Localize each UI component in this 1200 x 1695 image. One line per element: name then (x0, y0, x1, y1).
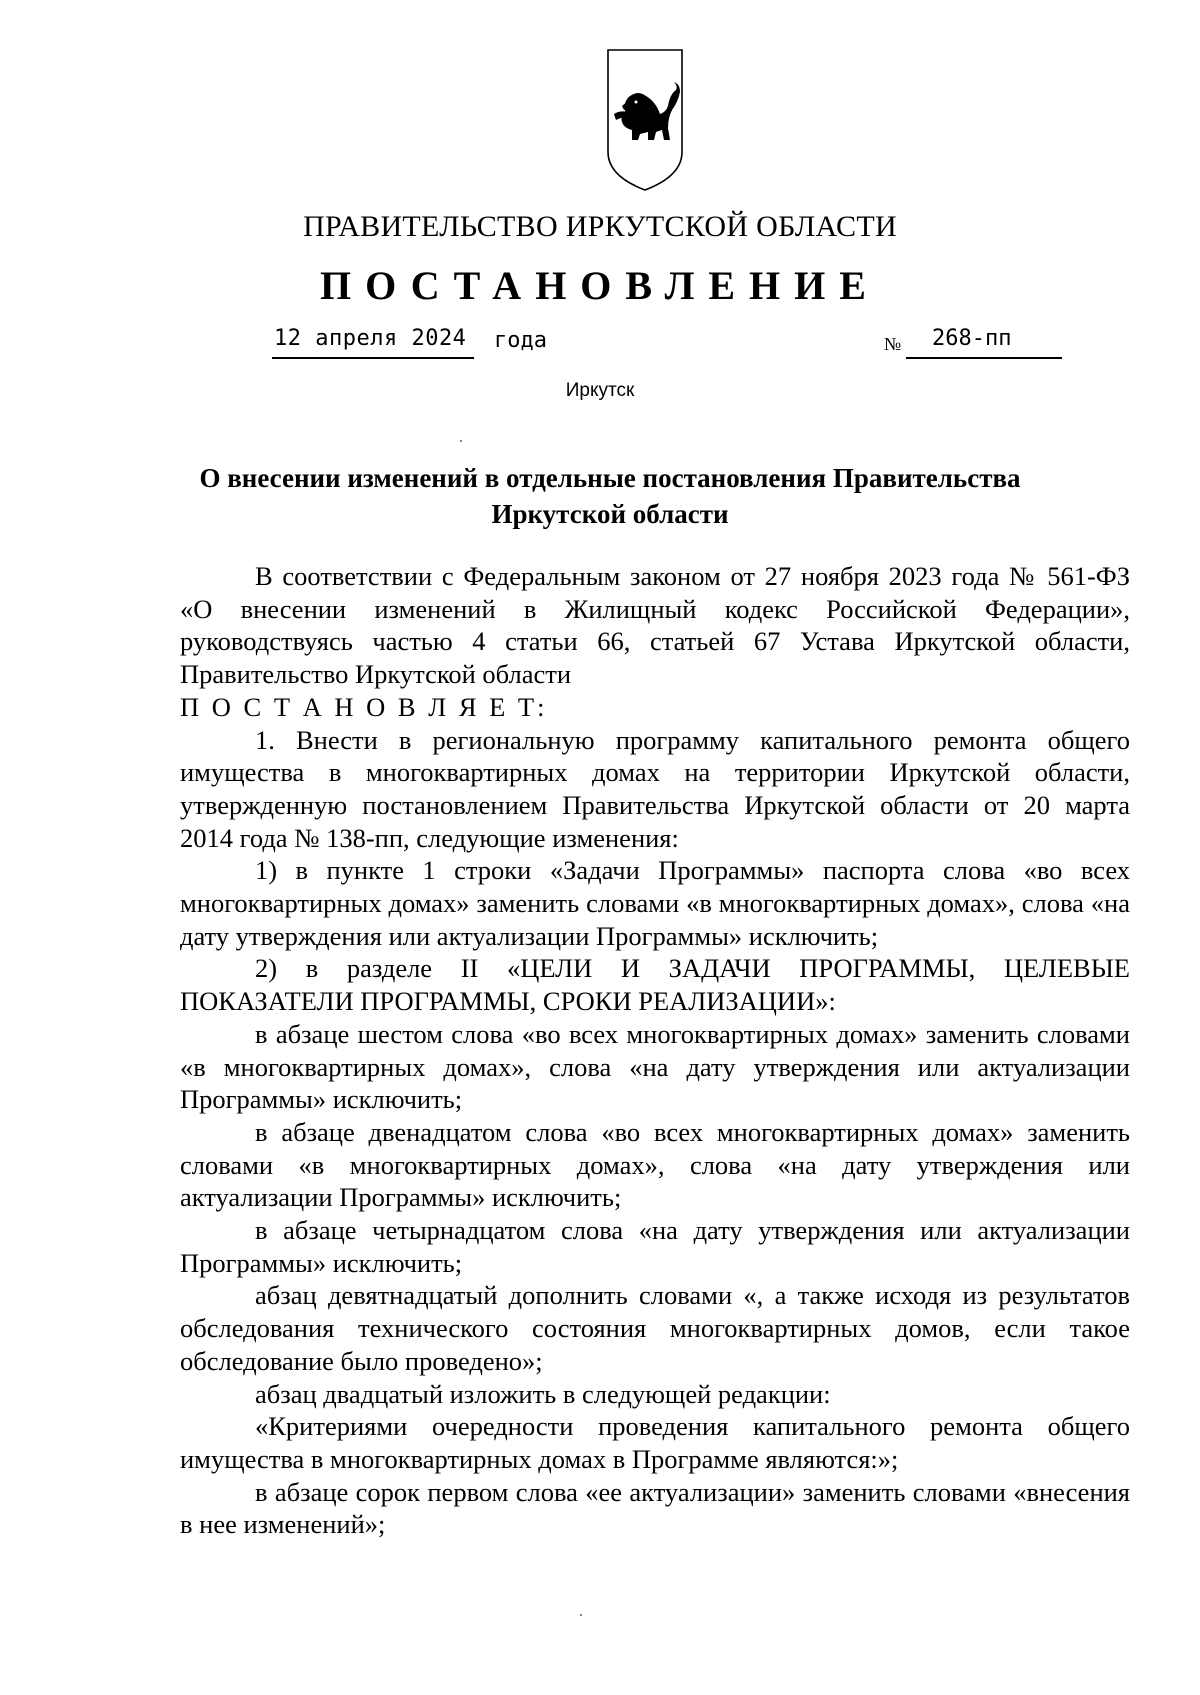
document-number: 268-пп (932, 326, 1012, 351)
item-paragraph: в абзаце сорок первом слова «ее актуализации» заменить словами «внесения в нее изменений»; (180, 1476, 1130, 1540)
item-paragraph: 1) в пункте 1 строки «Задачи Программы» паспорта слова «во всех многоквартирных домах» заменить словами «в многоквартирных домах», слова «на дату утверждения или актуализации Программы» исключить; (180, 855, 1130, 951)
coat-of-arms-emblem (606, 44, 684, 194)
preamble-paragraph: В соответствии с Федеральным законом от 27 ноября 2023 года № 561-ФЗ «О внесении изменений в Жилищный кодекс Российской Федерации», руководствуясь частью 4 статьи 66, статьей 67 Устава Иркутской области, Правительство Иркутской области (180, 561, 1130, 690)
item-paragraph: в абзаце четырнадцатом слова «на дату утверждения или актуализации Программы» исключить; (180, 1215, 1130, 1278)
scan-speck (460, 440, 462, 442)
date-underline (272, 357, 474, 359)
document-body (180, 560, 1130, 1541)
date-number-row (0, 322, 1200, 362)
government-name: ПРАВИТЕЛЬСТВО ИРКУТСКОЙ ОБЛАСТИ (303, 210, 897, 243)
document-type: ПОСТАНОВЛЕНИЕ (320, 263, 880, 308)
item-paragraph: в абзаце двенадцатом слова «во всех многоквартирных домах» заменить словами «в многоквартирных домах», слова «на дату утверждения или актуализации Программы» исключить; (180, 1116, 1130, 1213)
item-paragraph: в абзаце шестом слова «во всех многоквартирных домах» заменить словами «в многоквартирных домах», слова «на дату утверждения или актуализации Программы» исключить; (180, 1018, 1130, 1115)
item-paragraph: абзац двадцатый изложить в следующей редакции: (255, 1378, 831, 1409)
city-name: Иркутск (565, 380, 635, 401)
item-paragraph: «Критериями очередности проведения капитального ремонта общего имущества в многоквартирных домах в Программе являются:»; (180, 1411, 1130, 1474)
number-label: № (884, 334, 902, 354)
item-paragraph: 2) в разделе II «ЦЕЛИ И ЗАДАЧИ ПРОГРАММЫ, ЦЕЛЕВЫЕ ПОКАЗАТЕЛИ ПРОГРАММЫ, СРОКИ РЕАЛИЗАЦИИ»: (180, 953, 1130, 1017)
number-underline (906, 357, 1062, 359)
resolve-keyword: П О С Т А Н О В Л Я Е Т: (180, 691, 548, 722)
scan-speck (580, 1614, 582, 1616)
item-paragraph: 1. Внести в региональную программу капитального ремонта общего имущества в многоквартирных домах на территории Иркутской области, утвержденную постановлением Правительства Иркутской области от 20 марта 2014 года № 138-пп, следующие изменения: (180, 724, 1130, 853)
document-date: 12 апреля 2024 (274, 326, 467, 351)
document-title: О внесении изменений в отдельные постановления Правительства Иркутской области (199, 463, 1021, 529)
date-suffix: года (494, 328, 547, 353)
item-paragraph: абзац девятнадцатый дополнить словами «, а также исходя из результатов обследования технического состояния многоквартирных домов, если такое обследование было проведено»; (180, 1280, 1130, 1376)
